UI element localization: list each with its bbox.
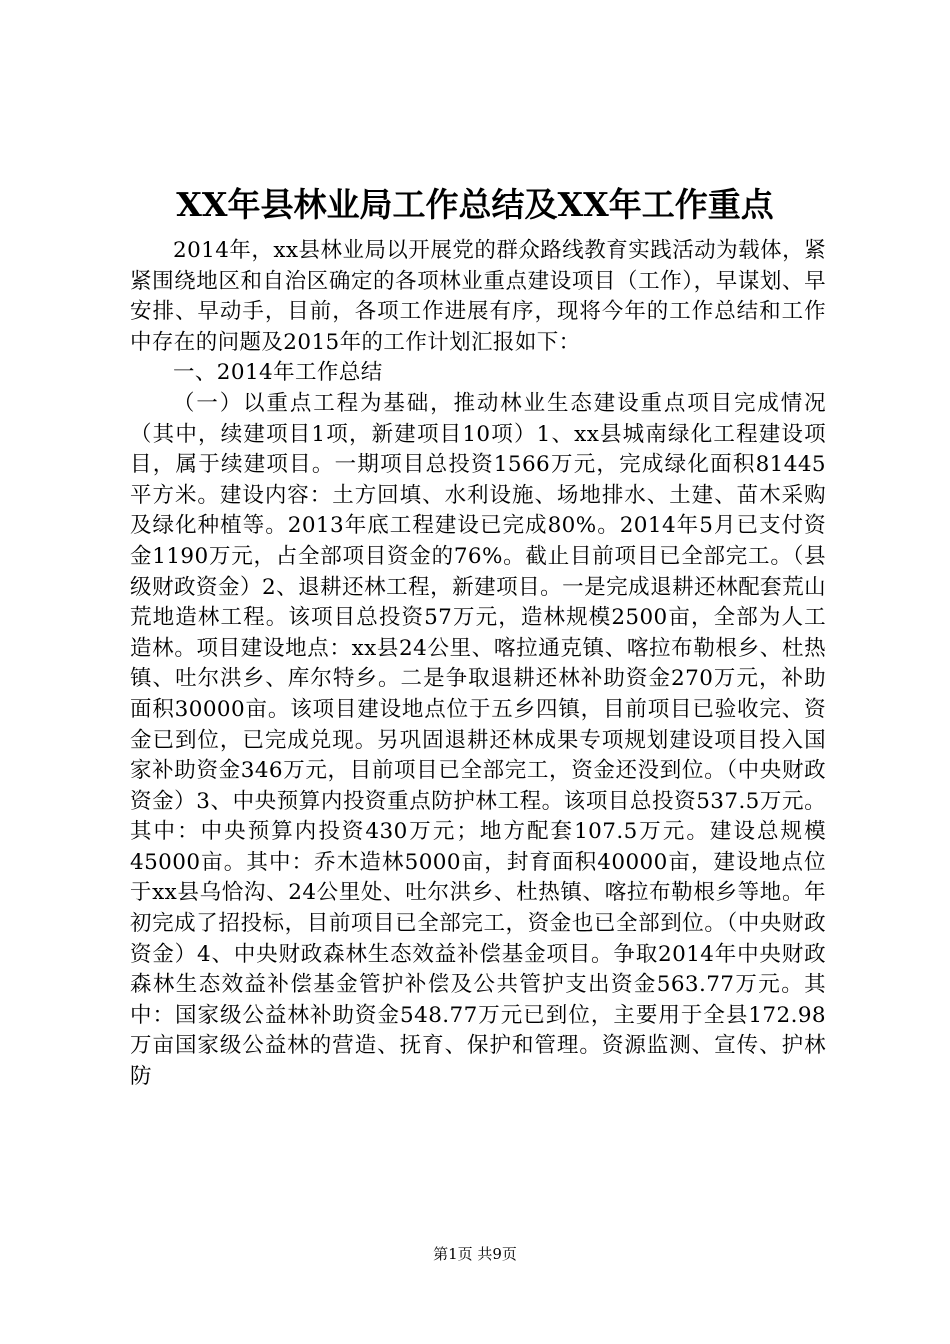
body-paragraph: （一）以重点工程为基础，推动林业生态建设重点项目完成情况（其中，续建项目1项，新建项目10项）1、xx县城南绿化工程建设项目，属于续建项目。一期项目总投资1566万元，完成绿化面积81445平方米。建设内容：土方回填、水利设施、场地排水、土建、苗木采购及绿化种植等。2013年底工程建设已完成80%。2014年5月已支付资金1190万元，占全部项目资金的76%。截止目前项目已全部完工。（县级财政资金）2、退耕还林工程，新建项目。一是完成退耕还林配套荒山荒地造林工程。该项目总投资57万元，造林规模2500亩，全部为人工造林。项目建设地点：xx县24公里、喀拉通克镇、喀拉布勒根乡、杜热镇、吐尔洪乡、库尔特乡。二是争取退耕还林补助资金270万元，补助面积30000亩。该项目建设地点位于五乡四镇，目前项目已验收完、资金已到位，已完成兑现。另巩固退耕还林成果专项规划建设项目投入国家补助资金346万元，目前项目已全部完工，资金还没到位。（中央财政资金）3、中央预算内投资重点防护林工程。该项目总投资537.5万元。其中：中央预算内投资430万元；地方配套107.5万元。建设总规模45000亩。其中：乔木造林5000亩，封育面积40000亩，建设地点位于xx县乌恰沟、24公里处、吐尔洪乡、杜热镇、喀拉布勒根乡等地。年初完成了招投标，目前项目已全部完工，资金也已全部到位。（中央财政资金）4、中央财政森林生态效益补偿基金项目。争取2014年中央财政森林生态效益补偿基金管护补偿及公共管护支出资金563.77万元。其中：国家级公益林补助资金548.77万元已到位，主要用于全县172.98万亩国家级公益林的营造、抚育、保护和管理。资源监测、宣传、护林防 — [130, 390, 826, 1090]
document-body — [130, 236, 826, 1093]
document-title: XX年县林业局工作总结及XX年工作重点 — [176, 185, 774, 224]
page-number-footer: 第1页 共9页 — [433, 1245, 517, 1263]
section-heading: 一、2014年工作总结 — [173, 360, 383, 386]
intro-paragraph: 2014年，xx县林业局以开展党的群众路线教育实践活动为载体，紧紧围绕地区和自治区确定的各项林业重点建设项目（工作），早谋划、早安排、早动手，目前，各项工作进展有序，现将今年的工作总结和工作中存在的问题及2015年的工作计划汇报如下： — [130, 238, 826, 355]
